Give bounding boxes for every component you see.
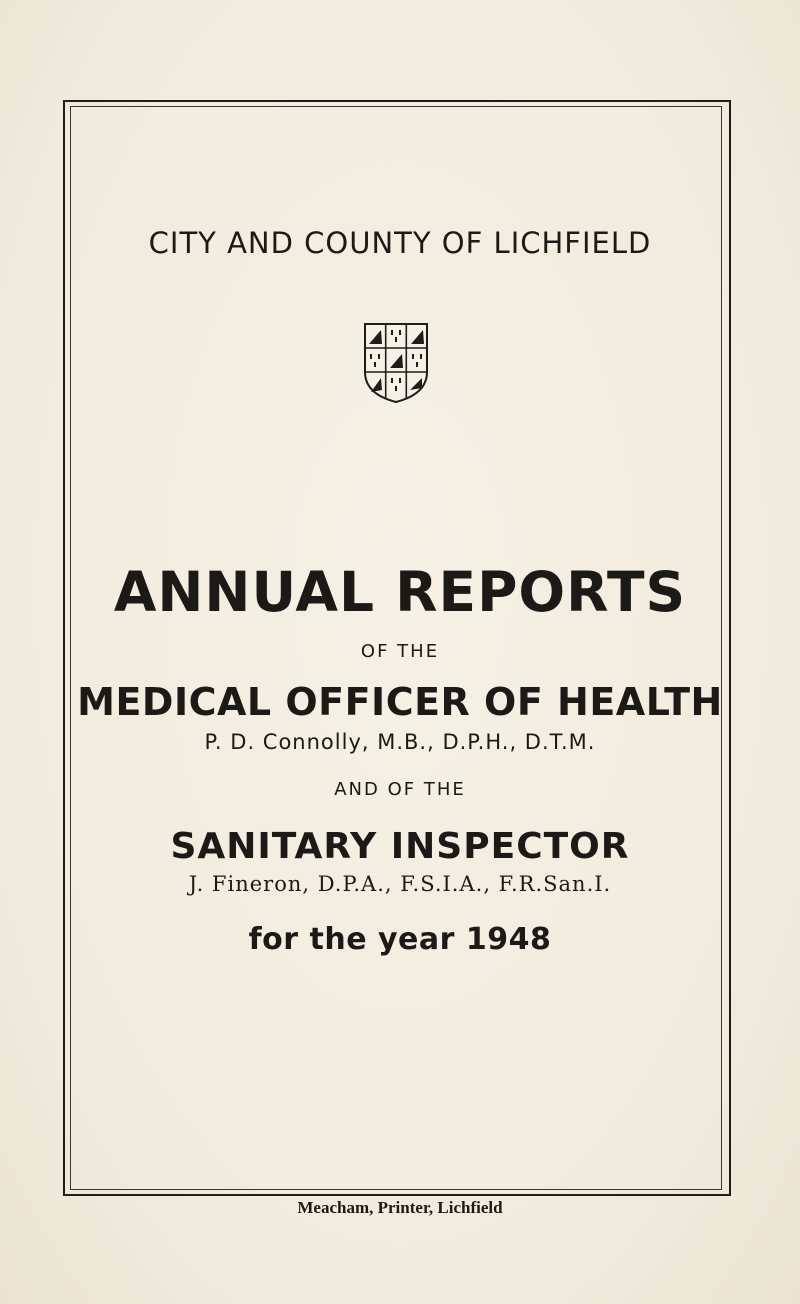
coat-of-arms-icon <box>361 322 431 404</box>
medical-officer-name: P. D. Connolly, M.B., D.P.H., D.T.M. <box>204 730 596 754</box>
and-of-the-label: AND OF THE <box>334 779 466 800</box>
sanitary-inspector-heading: SANITARY INSPECTOR <box>170 826 630 867</box>
medical-officer-heading: MEDICAL OFFICER OF HEALTH <box>77 680 723 724</box>
sanitary-inspector-name: J. Fineron, D.P.A., F.S.I.A., F.R.San.I. <box>188 872 612 896</box>
authority-heading: CITY AND COUNTY OF LICHFIELD <box>148 226 652 260</box>
report-title: ANNUAL REPORTS <box>113 560 687 624</box>
of-the-label: OF THE <box>360 641 440 662</box>
report-year: for the year 1948 <box>248 922 552 957</box>
printer-imprint: Meacham, Printer, Lichfield <box>297 1198 503 1217</box>
